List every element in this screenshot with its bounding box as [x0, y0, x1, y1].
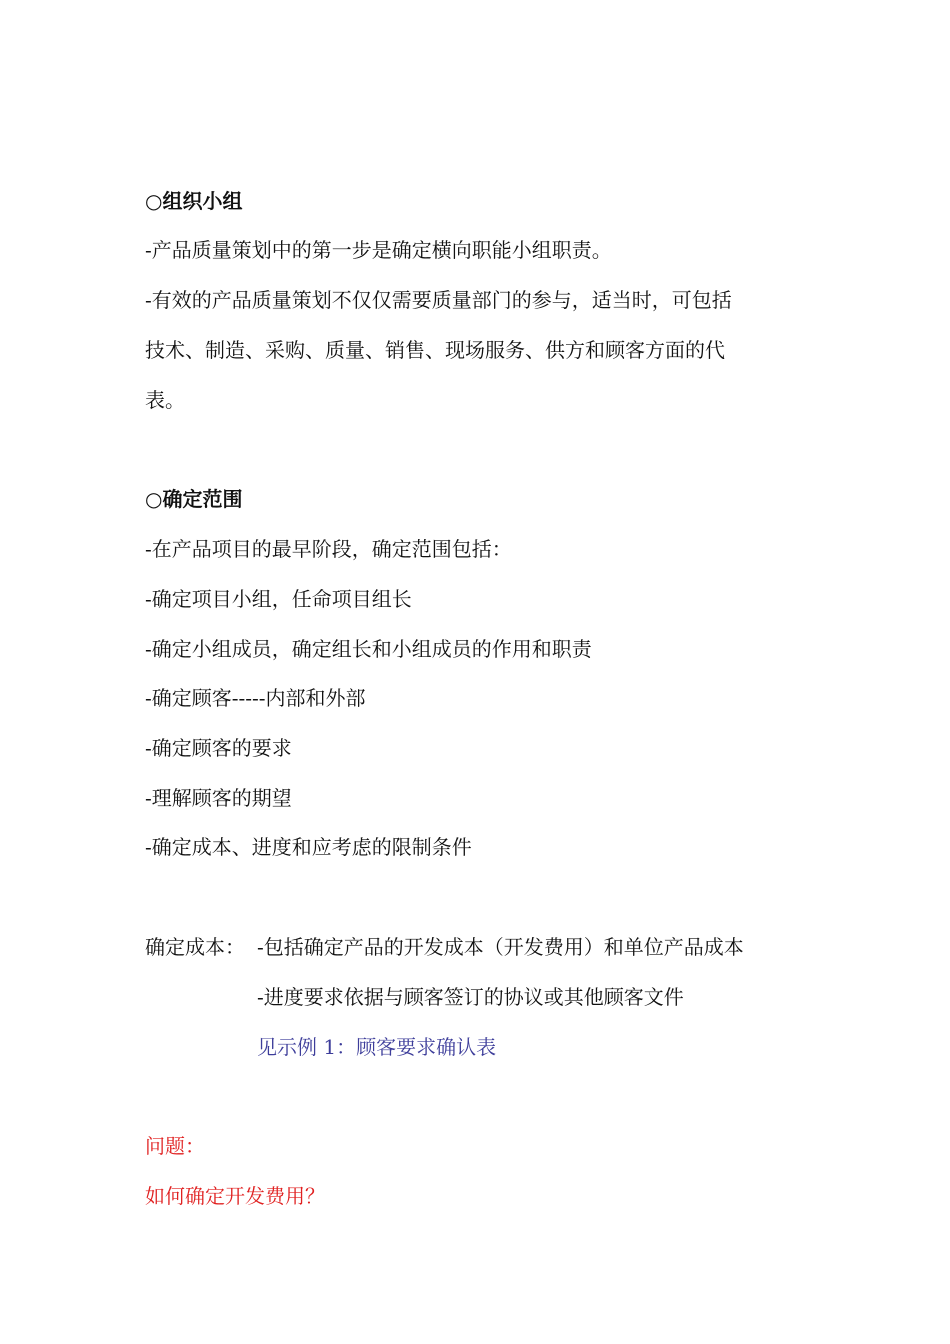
- list-item: -理解顾客的期望: [145, 786, 292, 810]
- paragraph-line: 技术、制造、采购、质量、销售、现场服务、供方和顾客方面的代: [145, 338, 725, 362]
- schedule-line: -进度要求依据与顾客签订的协议或其他顾客文件: [257, 985, 684, 1009]
- list-item: -确定成本、进度和应考虑的限制条件: [145, 835, 472, 859]
- list-item: -在产品项目的最早阶段，确定范围包括：: [145, 537, 512, 561]
- cost-line: -包括确定产品的开发成本（开发费用）和单位产品成本: [257, 935, 744, 959]
- example-link[interactable]: 见示例 1：顾客要求确认表: [257, 1035, 497, 1059]
- cost-label: 确定成本：: [145, 935, 245, 959]
- list-item: -确定小组成员，确定组长和小组成员的作用和职责: [145, 637, 592, 661]
- paragraph-line: -产品质量策划中的第一步是确定横向职能小组职责。: [145, 238, 612, 262]
- question-label: 问题：: [145, 1134, 205, 1158]
- paragraph-line: 表。: [145, 388, 185, 412]
- section-heading-organize-team: ○组织小组: [145, 189, 243, 213]
- section-heading-define-scope: ○确定范围: [145, 487, 243, 511]
- list-item: -确定顾客-----内部和外部: [145, 686, 366, 710]
- paragraph-line: -有效的产品质量策划不仅仅需要质量部门的参与，适当时，可包括: [145, 288, 732, 312]
- list-item: -确定顾客的要求: [145, 736, 292, 760]
- question-text: 如何确定开发费用？: [145, 1184, 325, 1208]
- list-item: -确定项目小组，任命项目组长: [145, 587, 412, 611]
